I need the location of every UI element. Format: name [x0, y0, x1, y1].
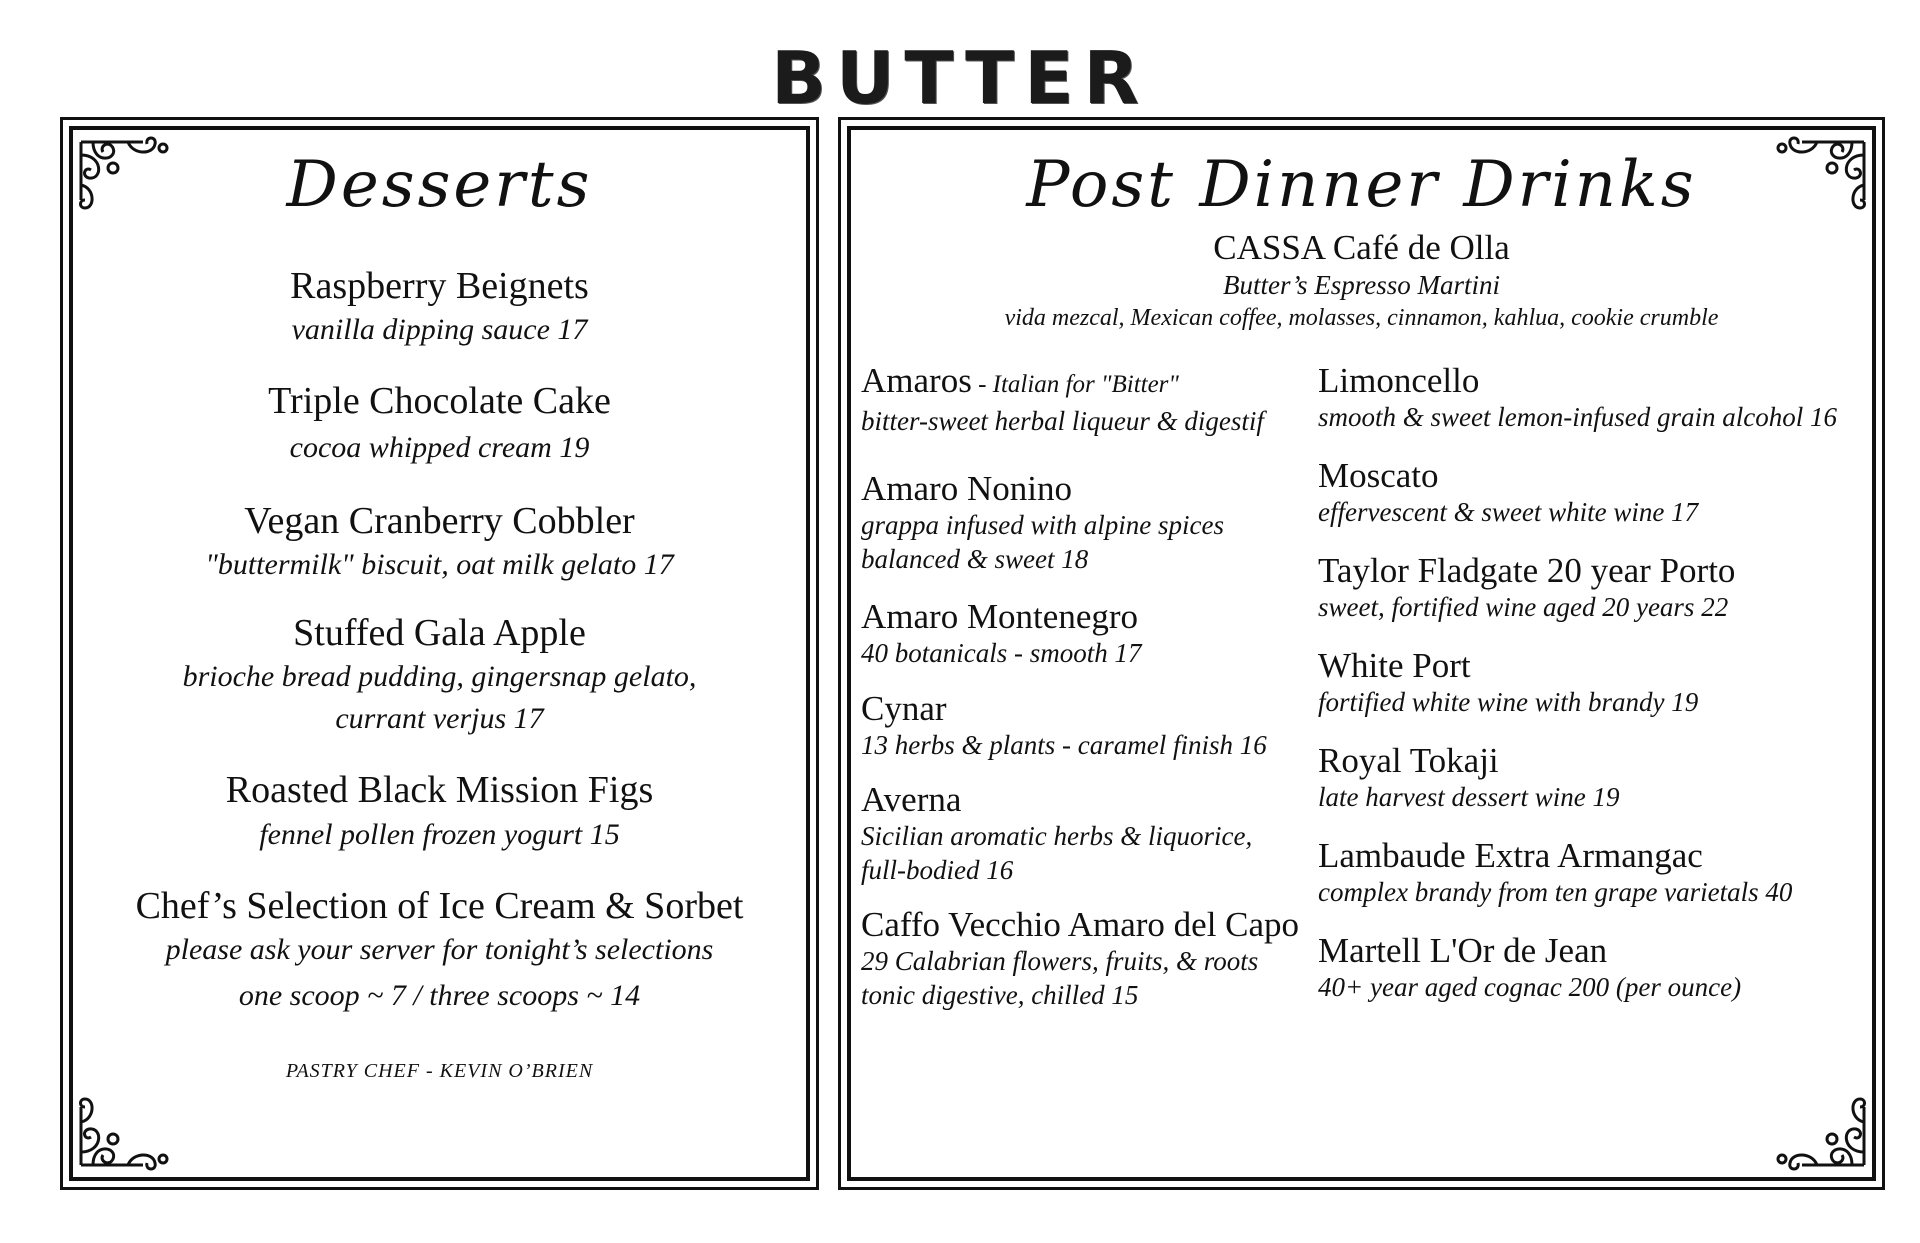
drink-item: [1318, 837, 1792, 909]
dessert-name: Vegan Cranberry Cobbler: [244, 500, 635, 542]
drink-desc: balanced & sweet 18: [861, 544, 1089, 574]
dessert-desc: vanilla dipping sauce 17: [291, 313, 588, 346]
feature-drink-desc: vida mezcal, Mexican coffee, molasses, cinnamon, kahlua, cookie crumble: [1004, 305, 1719, 331]
drink-note: - Italian for "Bitter": [971, 371, 1179, 398]
desserts-title: Desserts: [286, 148, 593, 222]
dessert-desc: please ask your server for tonight’s selections: [165, 933, 714, 966]
drink-desc: 40 botanicals - smooth 17: [861, 638, 1142, 668]
drink-desc: complex brandy from ten grape varietals 40: [1318, 877, 1793, 907]
ornament-bottom-right-icon: [1762, 1087, 1872, 1177]
drink-name: Averna: [861, 780, 962, 819]
feature-drink-name: CASSA Café de Olla: [1213, 228, 1510, 267]
drink-desc: sweet, fortified wine aged 20 years 22: [1318, 592, 1729, 622]
drink-name: Lambaude Extra Armangac: [1318, 836, 1703, 875]
drink-item: [1318, 932, 1741, 1004]
drink-item: [861, 362, 1264, 438]
drink-desc: grappa infused with alpine spices: [861, 510, 1224, 540]
drink-name: Martell L'Or de Jean: [1318, 931, 1608, 970]
drink-desc: full-bodied 16: [861, 855, 1014, 885]
drinks-panel: [838, 117, 1885, 1190]
drink-name: Amaro Montenegro: [861, 597, 1139, 636]
drink-desc: tonic digestive, chilled 15: [861, 980, 1139, 1010]
drink-item: [1318, 552, 1735, 624]
drink-item: [1318, 742, 1619, 814]
dessert-name: Roasted Black Mission Figs: [225, 769, 654, 811]
dessert-name: Raspberry Beignets: [290, 265, 589, 307]
drink-item: [861, 598, 1142, 670]
dessert-desc: fennel pollen frozen yogurt 15: [259, 818, 620, 851]
desserts-panel: [60, 117, 819, 1190]
drink-item: [861, 690, 1267, 762]
dessert-desc: currant verjus 17: [335, 702, 544, 735]
dessert-desc: one scoop ~ 7 / three scoops ~ 14: [238, 979, 641, 1012]
dessert-name: Triple Chocolate Cake: [268, 380, 611, 422]
drink-desc: fortified white wine with brandy 19: [1318, 687, 1699, 717]
drinks-title: Post Dinner Drinks: [1026, 148, 1697, 222]
drink-item: [1318, 362, 1837, 434]
drink-desc: late harvest dessert wine 19: [1318, 782, 1620, 812]
drink-item: [861, 470, 1224, 576]
drink-desc: bitter-sweet herbal liqueur & digestif: [861, 406, 1264, 436]
dessert-desc: cocoa whipped cream 19: [289, 431, 590, 464]
drink-item: [1318, 647, 1698, 719]
drink-desc: 40+ year aged cognac 200 (per ounce): [1318, 972, 1742, 1002]
drink-name: Cynar: [861, 689, 947, 728]
drink-desc: Sicilian aromatic herbs & liquorice,: [861, 821, 1253, 851]
dessert-name: Stuffed Gala Apple: [293, 612, 586, 654]
feature-drink-subtitle: Butter’s Espresso Martini: [1222, 270, 1500, 300]
drink-name: Amaro Nonino: [861, 469, 1072, 508]
pastry-chef-credit: PASTRY CHEF - KEVIN O’BRIEN: [285, 1060, 594, 1082]
drink-item: [861, 781, 1252, 887]
drink-name: Moscato: [1318, 456, 1439, 495]
dessert-name: Chef’s Selection of Ice Cream & Sorbet: [135, 885, 744, 927]
drink-desc: effervescent & sweet white wine 17: [1318, 497, 1699, 527]
drink-item: [1318, 457, 1698, 529]
drink-name: Caffo Vecchio Amaro del Capo: [861, 905, 1300, 944]
drink-name: White Port: [1318, 646, 1471, 685]
ornament-bottom-left-icon: [73, 1087, 183, 1177]
dessert-desc: "buttermilk" biscuit, oat milk gelato 17: [205, 548, 674, 581]
drink-name: Royal Tokaji: [1318, 741, 1499, 780]
drink-name: Amaros: [861, 361, 972, 400]
drink-desc: smooth & sweet lemon-infused grain alcohol 16: [1318, 402, 1837, 432]
drink-item: [861, 906, 1299, 1012]
restaurant-logo: BUTTER: [771, 36, 1149, 120]
drink-desc: 13 herbs & plants - caramel finish 16: [861, 730, 1267, 760]
drink-name: Taylor Fladgate 20 year Porto: [1318, 551, 1736, 590]
drink-desc: 29 Calabrian flowers, fruits, & roots: [861, 946, 1259, 976]
dessert-desc: brioche bread pudding, gingersnap gelato,: [182, 660, 697, 693]
drink-name: Limoncello: [1318, 361, 1480, 400]
